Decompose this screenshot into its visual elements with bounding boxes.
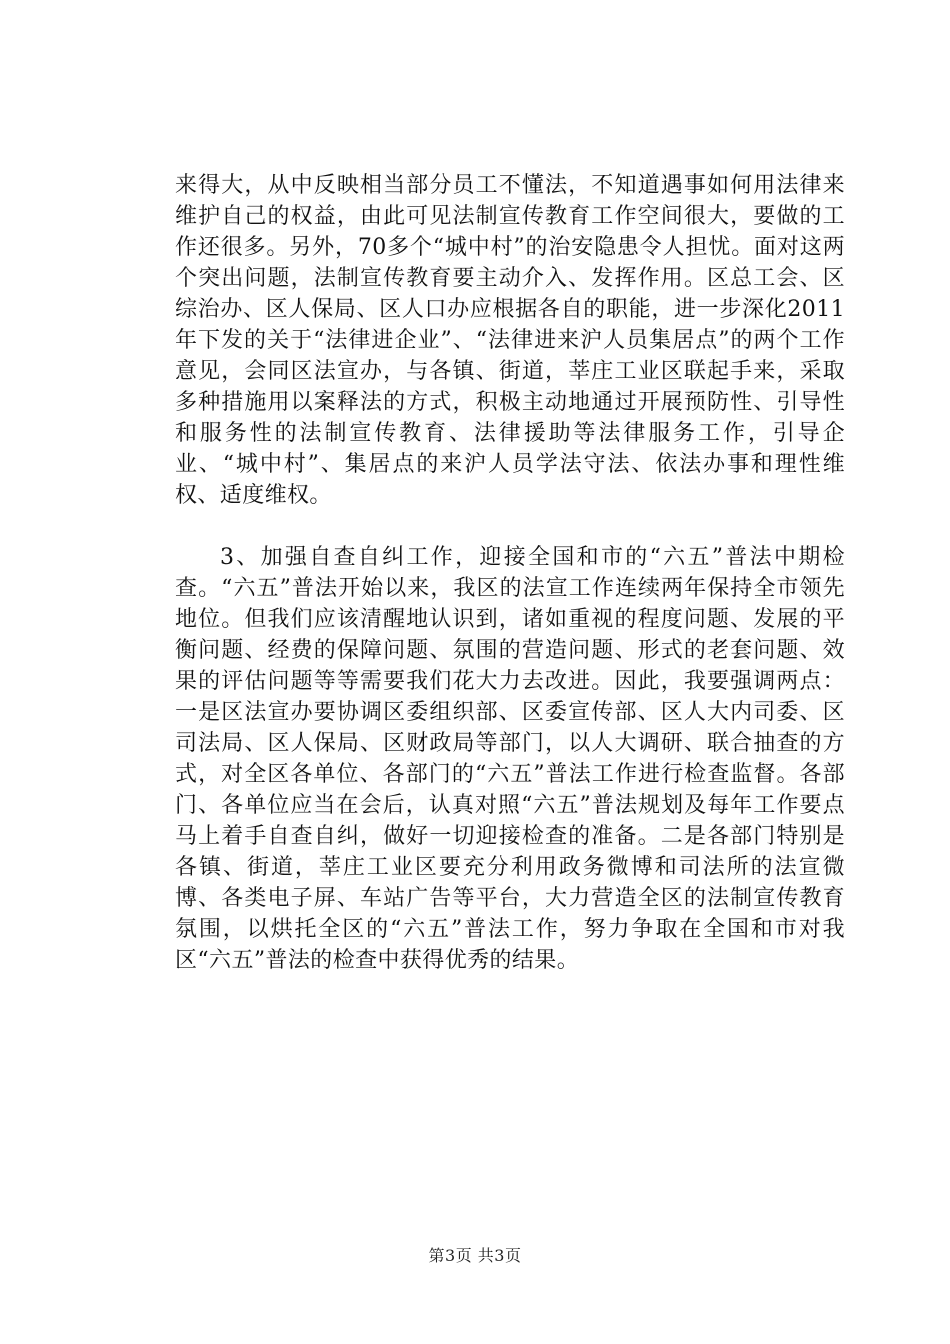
paragraph-spacer — [175, 511, 845, 542]
paragraph-item-3: 3、加强自查自纠工作，迎接全国和市的“六五”普法中期检查。“六五”普法开始以来，我区的法宣工作连续两年保持全市领先地位。但我们应该清醒地认识到，诸如重视的程度问题、发展的平衡问题、经费的保障问题、氛围的营造问题、形式的老套问题、效果的评估问题等等需要我们花大力去改进。因此，我要强调两点：一是区法宣办要协调区委组织部、区委宣传部、区人大内司委、区司法局、区人保局、区财政局等部门，以人大调研、联合抽查的方式，对全区各单位、各部门的“六五”普法工作进行检查监督。各部门、各单位应当在会后，认真对照“六五”普法规划及每年工作要点马上着手自查自纠，做好一切迎接检查的准备。二是各部门特别是各镇、街道，莘庄工业区要充分利用政务微博和司法所的法宣微博、各类电子屏、车站广告等平台，大力营造全区的法制宣传教育氛围，以烘托全区的“六五”普法工作，努力争取在全国和市对我区“六五”普法的检查中获得优秀的结果。 — [175, 545, 845, 973]
document-body — [175, 170, 845, 976]
page-footer: 第3页 共3页 — [428, 1246, 522, 1265]
paragraph-continued: 来得大，从中反映相当部分员工不懂法，不知道遇事如何用法律来维护自己的权益，由此可见法制宣传教育工作空间很大，要做的工作还很多。另外，70多个“城中村”的治安隐患令人担忧。面对这两个突出问题，法制宣传教育要主动介入、发挥作用。区总工会、区综治办、区人保局、区人口办应根据各自的职能，进一步深化2011年下发的关于“法律进企业”、“法律进来沪人员集居点”的两个工作意见，会同区法宣办，与各镇、街道，莘庄工业区联起手来，采取多种措施用以案释法的方式，积极主动地通过开展预防性、引导性和服务性的法制宣传教育、法律援助等法律服务工作，引导企业、“城中村”、集居点的来沪人员学法守法、依法办事和理性维权、适度维权。 — [175, 173, 845, 508]
